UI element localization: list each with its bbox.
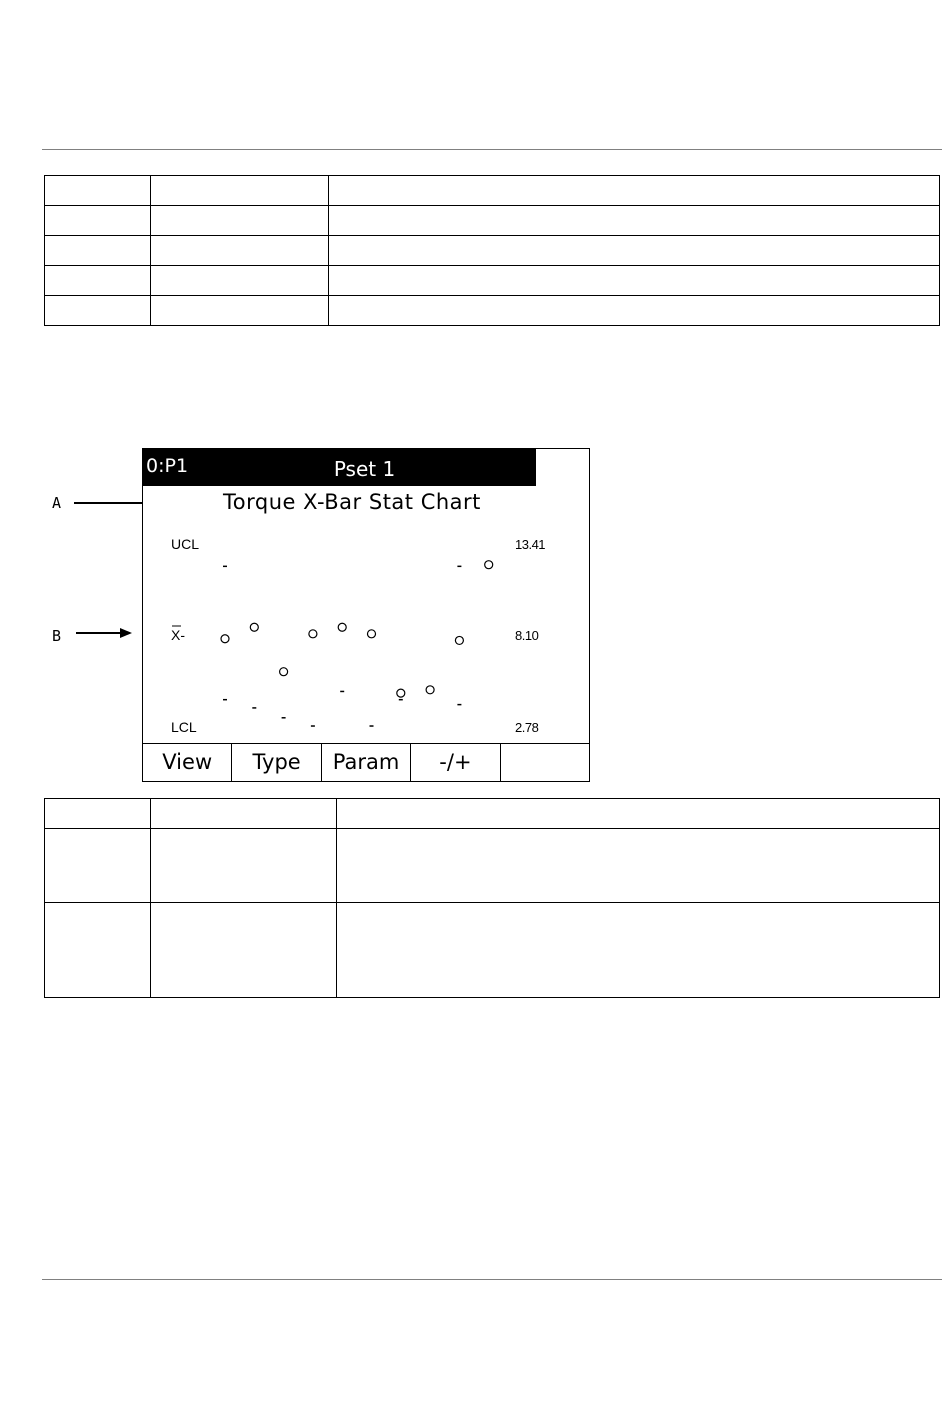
callout-label-a: A <box>52 494 62 512</box>
table-cell <box>151 799 337 829</box>
table-cell <box>337 903 940 998</box>
callout-arrow-b-head <box>120 628 132 638</box>
callout-arrow-b-line <box>76 632 120 634</box>
xbar-plot <box>143 449 588 744</box>
table-row <box>45 296 940 326</box>
chart-title: Torque X-Bar Stat Chart <box>223 490 481 514</box>
table-cell <box>151 829 337 903</box>
data-point-9 <box>455 636 463 644</box>
table-row <box>45 236 940 266</box>
table-cell <box>45 829 151 903</box>
table-cell <box>151 296 329 326</box>
table-cell <box>45 236 151 266</box>
table-cell <box>45 176 151 206</box>
data-point-8 <box>426 686 434 694</box>
lcl-label: LCL <box>171 719 197 735</box>
softkey-view[interactable]: View <box>143 744 232 781</box>
callout-label-b: B <box>52 627 62 645</box>
table-cell <box>151 206 329 236</box>
data-point-10 <box>485 561 493 569</box>
softkey-blank[interactable] <box>501 744 589 781</box>
table-cell <box>337 799 940 829</box>
table-cell <box>337 829 940 903</box>
table-cell <box>151 176 329 206</box>
status-label: 0:P1 <box>146 455 189 477</box>
chart-marks <box>221 561 493 726</box>
bottom-rule <box>42 1279 942 1280</box>
data-point-4 <box>309 630 317 638</box>
table-row <box>45 829 940 903</box>
table-cell <box>329 176 940 206</box>
softkey-adjust[interactable]: -/+ <box>411 744 500 781</box>
table-cell <box>329 236 940 266</box>
data-point-5 <box>338 623 346 631</box>
table-cell <box>151 236 329 266</box>
table-cell <box>45 296 151 326</box>
table-cell <box>151 266 329 296</box>
table-row <box>45 903 940 998</box>
data-point-7 <box>397 689 405 697</box>
lcl-value: 2.78 <box>515 720 539 735</box>
data-point-6 <box>368 630 376 638</box>
table-cell <box>329 296 940 326</box>
table-cell <box>151 903 337 998</box>
table-top <box>44 175 940 326</box>
table-cell <box>329 266 940 296</box>
table-cell <box>45 799 151 829</box>
softkey-param[interactable]: Param <box>322 744 411 781</box>
softkey-bar <box>143 743 589 781</box>
data-point-1 <box>221 635 229 643</box>
mean-label-group <box>171 626 185 643</box>
top-rule <box>42 149 942 150</box>
ucl-value: 13.41 <box>515 537 546 552</box>
device-screen <box>142 448 590 782</box>
softkey-type[interactable]: Type <box>232 744 321 781</box>
table-cell <box>45 903 151 998</box>
table-cell <box>45 206 151 236</box>
table-row <box>45 206 940 236</box>
table-row <box>45 266 940 296</box>
table-row <box>45 799 940 829</box>
table-row <box>45 176 940 206</box>
data-point-3 <box>280 668 288 676</box>
pset-title: Pset 1 <box>333 457 396 481</box>
mean-label: X- <box>171 627 185 643</box>
table-cell <box>329 206 940 236</box>
data-point-2 <box>250 623 258 631</box>
mean-value: 8.10 <box>515 628 539 643</box>
table-cell <box>45 266 151 296</box>
table-bottom <box>44 798 940 998</box>
ucl-label: UCL <box>171 536 200 552</box>
